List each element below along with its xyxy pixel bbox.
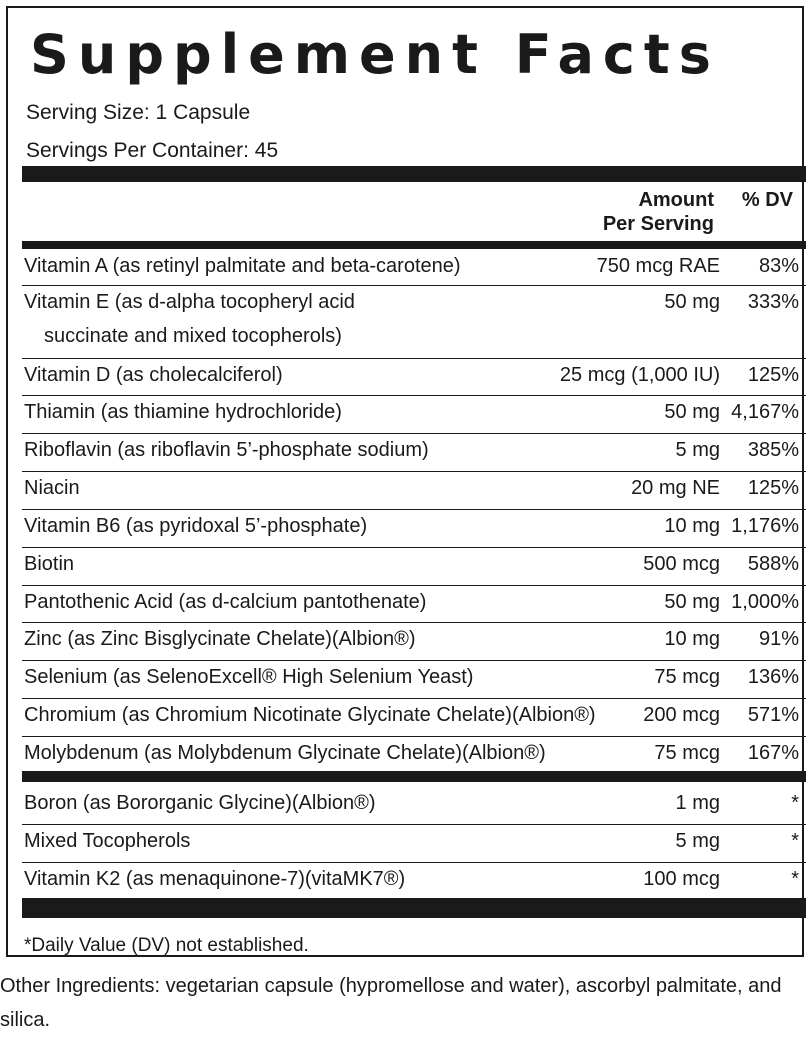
- amount-column-header: [603, 188, 714, 236]
- nutrient-amount: 750 mcg RAE: [596, 255, 720, 277]
- nutrient-dv: 136%: [747, 666, 799, 688]
- nutrient-name: Pantothenic Acid (as d-calcium pantothenate): [24, 591, 427, 613]
- row-divider: [22, 358, 806, 359]
- row-divider: [22, 862, 806, 863]
- nutrient-row: [22, 475, 806, 505]
- nutrient-name: Vitamin E (as d-alpha tocopheryl acid: [24, 291, 355, 313]
- supplement-facts-panel: [6, 6, 804, 957]
- nutrient-amount: 50 mg: [664, 291, 720, 313]
- nutrient-name: Niacin: [24, 477, 80, 499]
- nutrient-row: [22, 702, 806, 732]
- nutrient-name: Biotin: [24, 553, 75, 575]
- nutrient-amount: 50 mg: [664, 591, 720, 613]
- row-divider: [22, 824, 806, 825]
- nutrient-name: Mixed Tocopherols: [24, 830, 191, 852]
- nutrient-row: [22, 362, 806, 392]
- medium-divider: [22, 241, 806, 249]
- nutrient-row: [22, 626, 806, 656]
- nutrient-name: Chromium (as Chromium Nicotinate Glycinate Chelate)(Albion®): [24, 704, 596, 726]
- other-ingredients: Other Ingredients: vegetarian capsule (hypromellose and water), ascorbyl palmitate, and silica.: [0, 975, 782, 1031]
- nutrient-row: [22, 740, 806, 770]
- nutrient-name: Vitamin B6 (as pyridoxal 5’-phosphate): [24, 515, 368, 537]
- servings-per-container: Servings Per Container: 45: [26, 139, 279, 162]
- nutrient-dv: 1,000%: [731, 591, 799, 613]
- nutrient-row: [22, 289, 806, 355]
- row-divider: [22, 395, 806, 396]
- nutrient-dv: 83%: [758, 255, 799, 277]
- nutrient-dv: *: [791, 830, 799, 852]
- nutrient-amount: 1 mg: [675, 792, 720, 814]
- row-divider: [22, 547, 806, 548]
- nutrient-dv: *: [791, 792, 799, 814]
- nutrient-dv: 1,176%: [731, 515, 799, 537]
- nutrient-row: [22, 866, 806, 896]
- nutrient-row: [22, 253, 806, 283]
- nutrient-name: Selenium (as SelenoExcell® High Selenium Yeast): [24, 666, 474, 688]
- nutrient-row: [22, 551, 806, 581]
- nutrient-amount: 5 mg: [675, 830, 720, 852]
- nutrient-amount: 5 mg: [675, 439, 720, 461]
- amount-header-line1: Amount: [638, 189, 714, 211]
- nutrient-dv: 4,167%: [731, 401, 799, 423]
- amount-header-line2: Per Serving: [602, 213, 714, 235]
- nutrient-dv: 125%: [747, 477, 799, 499]
- nutrient-name: Zinc (as Zinc Bisglycinate Chelate)(Albion®): [24, 628, 416, 650]
- nutrient-row: [22, 513, 806, 543]
- nutrient-row: [22, 589, 806, 619]
- nutrient-amount: 500 mcg: [643, 553, 720, 575]
- row-divider: [22, 736, 806, 737]
- nutrient-dv: 571%: [747, 704, 799, 726]
- nutrient-amount: 100 mcg: [643, 868, 720, 890]
- nutrient-amount: 50 mg: [664, 401, 720, 423]
- nutrient-dv: 588%: [747, 553, 799, 575]
- nutrient-name: Vitamin A (as retinyl palmitate and beta-carotene): [24, 255, 461, 277]
- nutrient-dv: 91%: [758, 628, 799, 650]
- nutrient-dv: 385%: [747, 439, 799, 461]
- nutrient-amount: 10 mg: [664, 515, 720, 537]
- nutrient-row: [22, 399, 806, 429]
- nutrient-dv: 333%: [747, 291, 799, 313]
- row-divider: [22, 509, 806, 510]
- serving-size: Serving Size: 1 Capsule: [26, 101, 251, 124]
- thick-divider-bottom: [22, 898, 806, 918]
- nutrient-name-continued: succinate and mixed tocopherols): [44, 325, 342, 347]
- row-divider: [22, 660, 806, 661]
- nutrient-amount: 25 mcg (1,000 IU): [559, 364, 720, 386]
- nutrient-amount: 200 mcg: [643, 704, 720, 726]
- nutrient-name: Vitamin D (as cholecalciferol): [24, 364, 283, 386]
- nutrient-dv: *: [791, 868, 799, 890]
- nutrient-amount: 75 mcg: [654, 666, 720, 688]
- daily-value-footnote: *Daily Value (DV) not established.: [24, 935, 309, 956]
- nutrient-row: [22, 664, 806, 694]
- nutrient-row: [22, 790, 806, 820]
- nutrient-amount: 75 mcg: [654, 742, 720, 764]
- row-divider: [22, 285, 806, 286]
- row-divider: [22, 585, 806, 586]
- nutrient-row: [22, 828, 806, 858]
- dv-column-header: % DV: [741, 189, 793, 211]
- panel-title: Supplement Facts: [30, 23, 720, 86]
- nutrient-dv: 167%: [747, 742, 799, 764]
- nutrient-amount: 20 mg NE: [631, 477, 720, 499]
- row-divider: [22, 433, 806, 434]
- row-divider: [22, 471, 806, 472]
- nutrient-name: Thiamin (as thiamine hydrochloride): [24, 401, 342, 423]
- nutrient-row: [22, 437, 806, 467]
- thick-divider-top: [22, 166, 806, 182]
- row-divider: [22, 622, 806, 623]
- nutrient-name: Vitamin K2 (as menaquinone-7)(vitaMK7®): [24, 868, 406, 890]
- nutrient-name: Molybdenum (as Molybdenum Glycinate Chelate)(Albion®): [24, 742, 546, 764]
- nutrient-name: Boron (as Bororganic Glycine)(Albion®): [24, 792, 376, 814]
- thick-divider-middle: [22, 771, 806, 782]
- nutrient-amount: 10 mg: [664, 628, 720, 650]
- nutrient-name: Riboflavin (as riboflavin 5’-phosphate sodium): [24, 439, 429, 461]
- row-divider: [22, 698, 806, 699]
- nutrient-dv: 125%: [747, 364, 799, 386]
